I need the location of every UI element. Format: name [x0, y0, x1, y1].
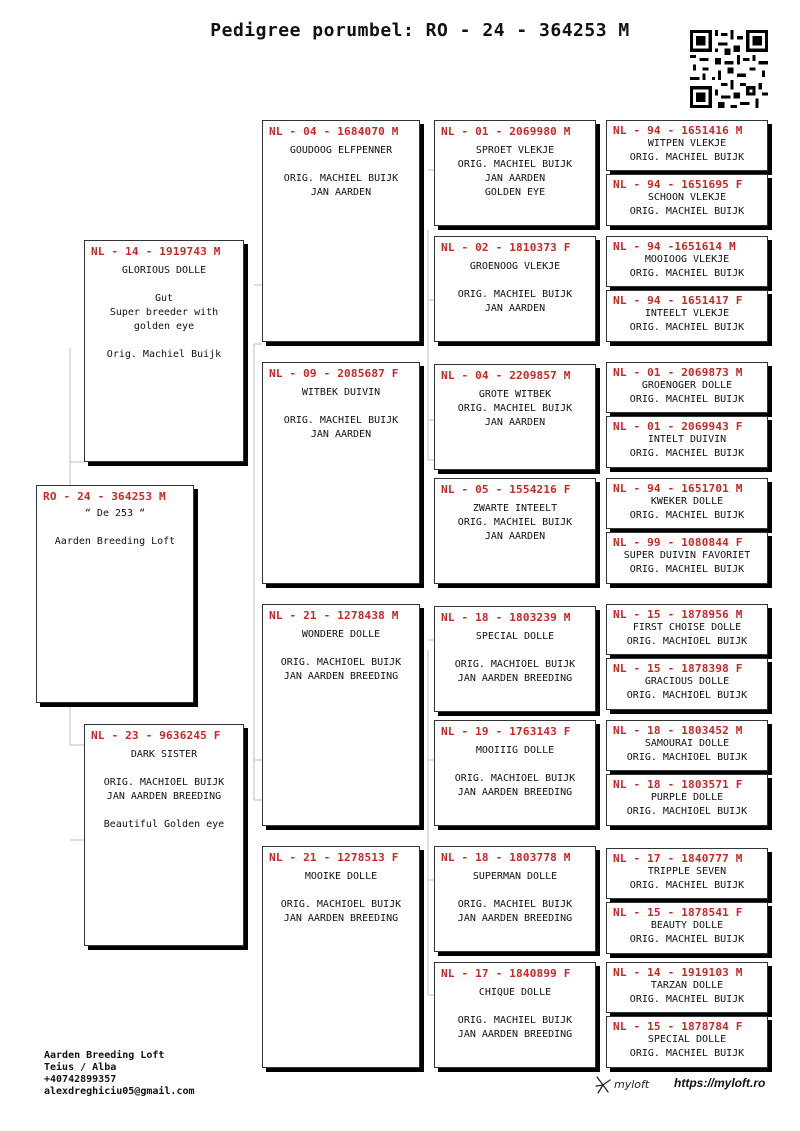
- pedigree-card-gen4: [606, 236, 768, 287]
- card-details: FIRST CHOISE DOLLE ORIG. MACHIOEL BUIJK: [626, 622, 748, 647]
- card-details: TARZAN DOLLE ORIG. MACHIEL BUIJK: [629, 980, 745, 1005]
- ring-number: RO - 24 - 364253 M: [43, 490, 166, 503]
- pedigree-card-gen2: [262, 846, 420, 1068]
- phone-number: +40742899357: [44, 1074, 117, 1085]
- ring-number: NL - 94 - 1651417 F: [613, 294, 743, 307]
- ring-number: NL - 18 - 1803778 M: [441, 851, 571, 864]
- card-details: WITPEN VLEKJE ORIG. MACHIEL BUIJK: [629, 138, 745, 163]
- ring-number: NL - 18 - 1803239 M: [441, 611, 571, 624]
- ring-number: NL - 94 -1651614 M: [613, 240, 736, 253]
- pedigree-card-gen4: [606, 720, 768, 771]
- pedigree-card-gen3: [434, 962, 596, 1068]
- ring-number: NL - 15 - 1878956 M: [613, 608, 743, 621]
- pedigree-card-gen4: [606, 120, 768, 171]
- card-details: GOUDOOG ELFPENNER ORIG. MACHIEL BUIJK JAN AARDEN: [283, 145, 399, 198]
- ring-number: NL - 18 - 1803571 F: [613, 778, 743, 791]
- ring-number: NL - 15 - 1878784 F: [613, 1020, 743, 1033]
- ring-number: NL - 15 - 1878398 F: [613, 662, 743, 675]
- pedigree-card-gen4: [606, 774, 768, 826]
- pedigree-card-gen4: [606, 902, 768, 954]
- ring-number: NL - 14 - 1919743 M: [91, 245, 221, 258]
- location: Teius / Alba: [44, 1062, 117, 1073]
- pedigree-card-gen4: [606, 174, 768, 226]
- ring-number: NL - 94 - 1651701 M: [613, 482, 743, 495]
- pedigree-card-dam: [84, 724, 244, 946]
- ring-number: NL - 05 - 1554216 F: [441, 483, 571, 496]
- ring-number: NL - 02 - 1810373 F: [441, 241, 571, 254]
- card-details: SPECIAL DOLLE ORIG. MACHIEL BUIJK: [629, 1034, 745, 1059]
- card-details: CHIQUE DOLLE ORIG. MACHIEL BUIJK JAN AARDEN BREEDING: [457, 987, 573, 1040]
- ring-number: NL - 09 - 2085687 F: [269, 367, 399, 380]
- card-details: GROTE WITBEK ORIG. MACHIEL BUIJK JAN AARDEN: [457, 389, 573, 428]
- card-details: GRACIOUS DOLLE ORIG. MACHIOEL BUIJK: [626, 676, 748, 701]
- page-title: Pedigree porumbel: RO - 24 - 364253 M: [210, 20, 630, 41]
- card-details: BEAUTY DOLLE ORIG. MACHIEL BUIJK: [629, 920, 745, 945]
- pedigree-card-root: [36, 485, 194, 703]
- card-details: KWEKER DOLLE ORIG. MACHIEL BUIJK: [629, 496, 745, 521]
- ring-number: NL - 15 - 1878541 F: [613, 906, 743, 919]
- pedigree-card-gen2: [262, 362, 420, 584]
- pedigree-card-gen4: [606, 1016, 768, 1068]
- ring-number: NL - 23 - 9636245 F: [91, 729, 221, 742]
- card-details: “ De 253 “ Aarden Breeding Loft: [54, 508, 176, 547]
- pedigree-card-gen4: [606, 478, 768, 529]
- pedigree-card-gen2: [262, 120, 420, 342]
- email-address[interactable]: alexdreghiciu05@gmail.com: [44, 1086, 195, 1097]
- card-details: ZWARTE INTEELT ORIG. MACHIEL BUIJK JAN AARDEN: [457, 503, 573, 542]
- ring-number: NL - 99 - 1080844 F: [613, 536, 743, 549]
- card-details: WONDERE DOLLE ORIG. MACHIOEL BUIJK JAN AARDEN BREEDING: [280, 629, 402, 682]
- card-details: GLORIOUS DOLLE Gut Super breeder with golden eye Orig. Machiel Buijk: [106, 265, 222, 360]
- card-details: SPROET VLEKJE ORIG. MACHIEL BUIJK JAN AARDEN GOLDEN EYE: [457, 145, 573, 198]
- pedigree-card-gen3: [434, 720, 596, 826]
- ring-number: NL - 18 - 1803452 M: [613, 724, 743, 737]
- card-details: SPECIAL DOLLE ORIG. MACHIOEL BUIJK JAN AARDEN BREEDING: [454, 631, 576, 684]
- card-details: SUPER DUIVIN FAVORIET ORIG. MACHIEL BUIJK: [623, 550, 751, 575]
- ring-number: NL - 94 - 1651695 F: [613, 178, 743, 191]
- card-details: GROENOGER DOLLE ORIG. MACHIEL BUIJK: [629, 380, 745, 405]
- ring-number: NL - 01 - 2069980 M: [441, 125, 571, 138]
- ring-number: NL - 17 - 1840777 M: [613, 852, 743, 865]
- ring-number: NL - 14 - 1919103 M: [613, 966, 743, 979]
- myloft-logo-icon: [594, 1074, 614, 1096]
- card-details: GROENOOG VLEKJE ORIG. MACHIEL BUIJK JAN AARDEN: [457, 261, 573, 314]
- pedigree-card-gen4: [606, 532, 768, 584]
- contact-info: [44, 1050, 195, 1098]
- ring-number: NL - 04 - 1684070 M: [269, 125, 399, 138]
- card-details: WITBEK DUIVIN ORIG. MACHIEL BUIJK JAN AARDEN: [283, 387, 399, 440]
- card-details: MOOIKE DOLLE ORIG. MACHIOEL BUIJK JAN AARDEN BREEDING: [280, 871, 402, 924]
- pedigree-card-gen4: [606, 290, 768, 342]
- pedigree-card-gen3: [434, 606, 596, 712]
- pedigree-card-gen3: [434, 478, 596, 584]
- card-details: TRIPPLE SEVEN ORIG. MACHIEL BUIJK: [629, 866, 745, 891]
- card-details: SAMOURAI DOLLE ORIG. MACHIOEL BUIJK: [626, 738, 748, 763]
- card-details: MOOIOOG VLEKJE ORIG. MACHIEL BUIJK: [629, 254, 745, 279]
- card-details: PURPLE DOLLE ORIG. MACHIOEL BUIJK: [626, 792, 748, 817]
- pedigree-card-gen3: [434, 846, 596, 952]
- pedigree-card-gen4: [606, 416, 768, 468]
- card-details: SCHOON VLEKJE ORIG. MACHIEL BUIJK: [629, 192, 745, 217]
- ring-number: NL - 19 - 1763143 F: [441, 725, 571, 738]
- ring-number: NL - 01 - 2069943 F: [613, 420, 743, 433]
- ring-number: NL - 21 - 1278513 F: [269, 851, 399, 864]
- ring-number: NL - 94 - 1651416 M: [613, 124, 743, 137]
- ring-number: NL - 17 - 1840899 F: [441, 967, 571, 980]
- card-details: MOOIIIG DOLLE ORIG. MACHIOEL BUIJK JAN AARDEN BREEDING: [454, 745, 576, 798]
- pedigree-card-gen3: [434, 120, 596, 226]
- pedigree-card-gen4: [606, 604, 768, 655]
- pedigree-card-gen4: [606, 962, 768, 1013]
- pedigree-card-gen3: [434, 364, 596, 470]
- pedigree-card-gen3: [434, 236, 596, 342]
- card-details: INTELT DUIVIN ORIG. MACHIEL BUIJK: [629, 434, 745, 459]
- pedigree-card-gen4: [606, 848, 768, 899]
- website-link[interactable]: https://myloft.ro: [674, 1076, 766, 1090]
- pedigree-card-gen4: [606, 658, 768, 710]
- pedigree-card-gen4: [606, 362, 768, 413]
- ring-number: NL - 04 - 2209857 M: [441, 369, 571, 382]
- brand-name: myloft: [614, 1078, 650, 1091]
- card-details: DARK SISTER ORIG. MACHIOEL BUIJK JAN AARDEN BREEDING Beautiful Golden eye: [103, 749, 225, 830]
- card-details: INTEELT VLEKJE ORIG. MACHIEL BUIJK: [629, 308, 745, 333]
- pedigree-card-gen2: [262, 604, 420, 826]
- pedigree-card-sire: [84, 240, 244, 462]
- card-details: SUPERMAN DOLLE ORIG. MACHIEL BUIJK JAN AARDEN BREEDING: [457, 871, 573, 924]
- ring-number: NL - 21 - 1278438 M: [269, 609, 399, 622]
- loft-name: Aarden Breeding Loft: [44, 1050, 165, 1061]
- ring-number: NL - 01 - 2069873 M: [613, 366, 743, 379]
